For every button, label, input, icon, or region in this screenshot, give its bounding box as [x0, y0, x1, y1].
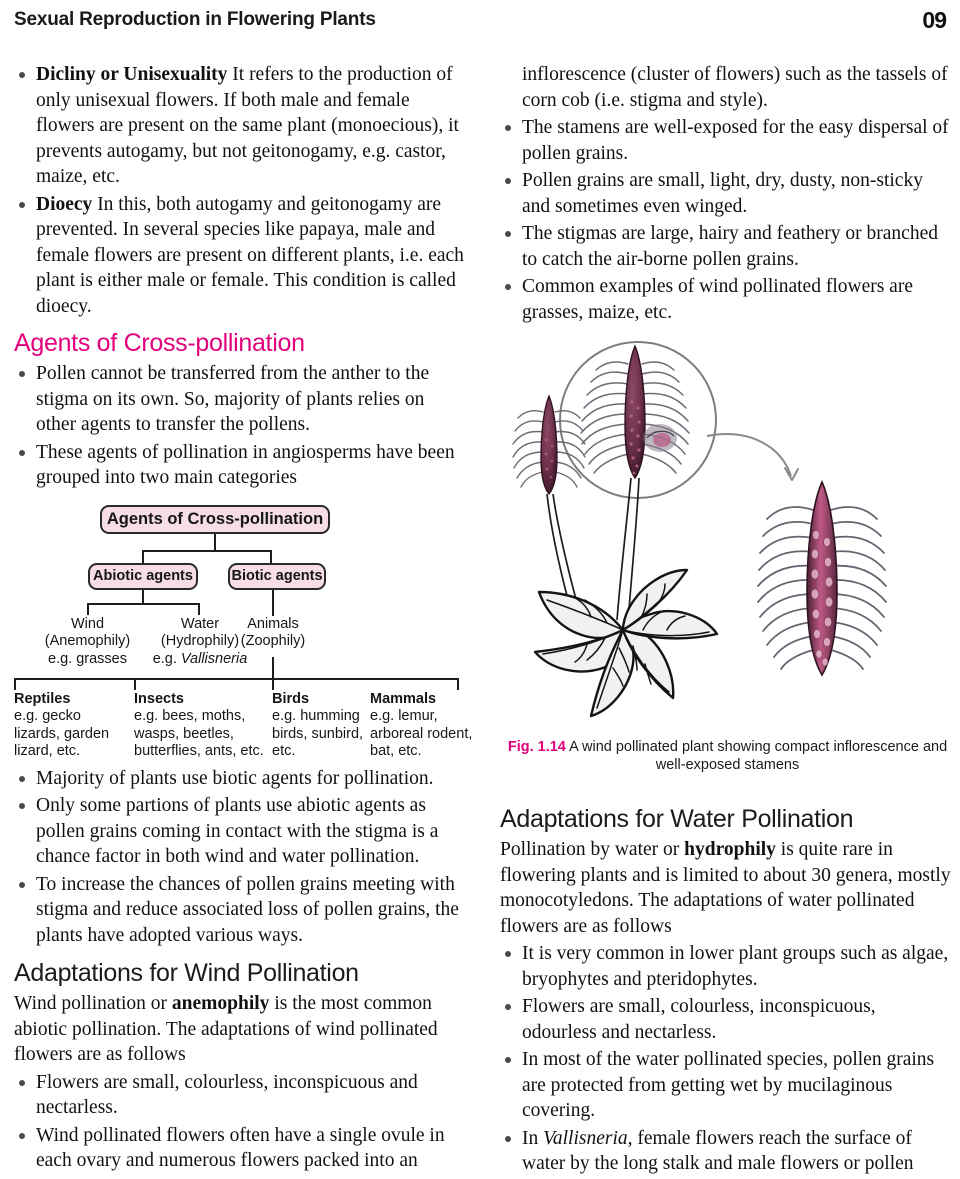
right-column-lower — [500, 805, 955, 1179]
flowchart-cell-reptiles — [14, 691, 129, 761]
list-item: In most of the water pollinated species, pollen grains are protected from getting wet by mucilaginous covering. — [500, 1047, 955, 1124]
list-item: Only some partions of plants use abiotic agents as pollen grains coming in contact with the stigma is a chance factor in both wind and water pollination. — [14, 793, 469, 870]
leaf-animals-name: Animals — [247, 615, 299, 632]
water-pollination-intro — [500, 837, 955, 939]
list-item: The stamens are well-exposed for the easy dispersal of pollen grains. — [500, 115, 955, 166]
connector-animals-stem — [272, 657, 274, 679]
connector-biotic-drop — [270, 550, 272, 564]
cell-insects-head: Insects — [134, 690, 184, 707]
connector-abiotic-horizontal — [87, 603, 200, 605]
wind-intro-before: Wind pollination or — [14, 993, 172, 1014]
enlarged-spike-detail — [758, 482, 886, 675]
leaf-animals-term: (Zoophily) — [240, 633, 306, 649]
term-dioecy: Dioecy — [36, 193, 93, 215]
leaf-wind-example: e.g. grasses — [48, 650, 127, 667]
flowchart-root-label: Agents of Cross-pollination — [106, 509, 324, 528]
water-intro-before: Pollination by water or — [500, 839, 685, 860]
leaf-water-example: e.g. — [152, 650, 181, 667]
wind-pollination-intro — [14, 991, 469, 1068]
connector-birds-drop — [272, 678, 274, 690]
flowchart-leaf-animals — [228, 616, 318, 651]
cell-mammals-head: Mammals — [370, 690, 437, 707]
flowchart-root-box — [100, 505, 330, 534]
central-flower-spike — [581, 346, 689, 478]
flowchart-cell-birds — [272, 691, 364, 761]
cell-birds-body: e.g. humming birds, sunbird, etc. — [272, 708, 364, 759]
cell-reptiles-head: Reptiles — [14, 690, 71, 707]
flowchart-cell-insects — [134, 691, 269, 761]
heading-agents-of-cross-pollination: Agents of Cross-pollination — [14, 329, 305, 357]
list-item: Flowers are small, colourless, inconspicuous and nectarless. — [14, 1070, 469, 1121]
page-title: Sexual Reproduction in Flowering Plants — [14, 9, 376, 30]
connector-root-horizontal — [142, 550, 272, 552]
bullet-list-agents — [14, 361, 469, 491]
list-item: The stigmas are large, hairy and feathery or branched to catch the air-borne pollen grains. — [500, 221, 955, 272]
leaf-wind-term: (Anemophily) — [44, 633, 131, 649]
figure-caption — [495, 738, 960, 774]
list-item — [500, 1126, 955, 1177]
flowchart-abiotic-label: Abiotic agents — [93, 568, 193, 584]
leaf-water-term: (Hydrophily) — [160, 633, 240, 649]
plant-illustration-svg — [495, 330, 960, 735]
figure-caption-text: A wind pollinated plant showing compact inflorescence and well-exposed stamens — [565, 739, 948, 773]
list-item: Pollen grains are small, light, dry, dusty, non-sticky and sometimes even winged. — [500, 168, 955, 219]
bullet-list-water — [500, 941, 955, 1177]
connector-abiotic-stem — [142, 590, 144, 604]
bullet-list-wind — [14, 1070, 469, 1174]
wind-intro-after: is the most common abiotic pollination. The adaptations of wind pollinated flowers are as follows — [14, 993, 438, 1065]
bullet-list-top — [14, 62, 469, 319]
bullet-list-wind-continued — [500, 115, 955, 325]
list-item: Majority of plants use biotic agents for pollination. — [14, 766, 469, 792]
bullet-list-after-chart — [14, 766, 469, 949]
right-column — [500, 62, 955, 327]
connector-root-stem — [214, 534, 216, 551]
list-item: Pollen cannot be transferred from the anther to the stigma on its own. So, majority of plants relies on other agents to transfer the pollens. — [14, 361, 469, 438]
page-header — [0, 0, 960, 40]
list-item — [14, 62, 469, 190]
term-dioecy-text: In this, both autogamy and geitonogamy are prevented. In several species like papaya, male and female flowers are present on different plants, i.e. each plant is either male or female. This condition is called dioecy. — [36, 193, 464, 317]
connector-biotic-stem — [272, 590, 274, 616]
connector-insects-drop — [134, 678, 136, 690]
callout-arrow — [707, 434, 798, 480]
left-flower-spike — [513, 396, 585, 494]
term-anemophily: anemophily — [171, 993, 270, 1014]
list-item: Wind pollinated flowers often have a single ovule in each ovary and numerous flowers packed into an — [14, 1123, 469, 1174]
connector-abiotic-drop — [142, 550, 144, 564]
vallisneria-before: In — [522, 1127, 544, 1149]
connector-water-drop — [198, 603, 200, 615]
list-item: These agents of pollination in angiosperms have been grouped into two main categories — [14, 440, 469, 491]
connector-wind-drop — [87, 603, 89, 615]
list-item: It is very common in lower plant groups such as algae, bryophytes and pteridophytes. — [500, 941, 955, 992]
list-item: To increase the chances of pollen grains meeting with stigma and reduce associated loss of pollen grains, the plants have adopted various ways. — [14, 872, 469, 949]
heading-adaptations-wind-pollination: Adaptations for Wind Pollination — [14, 959, 359, 987]
cell-insects-body: e.g. bees, moths, wasps, beetles, butterflies, ants, etc. — [134, 708, 264, 759]
vallisneria-after: , female flowers reach the surface of water by the long stalk and male flowers or pollen — [522, 1127, 914, 1174]
flowchart-agents-of-cross-pollination — [0, 497, 473, 762]
figure-number: Fig. 1.14 — [507, 739, 566, 755]
connector-mammals-drop — [457, 678, 459, 690]
term-dicliny-text: It refers to the production of only unisexual flowers. If both male and female flowers are present on the same plant (monoecious), it prevents autogamy, but not geitonogamy, e.g. castor, maize, etc. — [36, 64, 459, 187]
cell-reptiles-body: e.g. gecko lizards, garden lizard, etc. — [14, 708, 110, 759]
basal-leaf-rosette — [535, 570, 717, 716]
flowchart-biotic-box — [228, 563, 326, 590]
cell-mammals-body: e.g. lemur, arboreal rodent, bat, etc. — [370, 708, 473, 759]
flowchart-biotic-label: Biotic agents — [231, 568, 323, 584]
leaf-water-name: Water — [180, 615, 220, 632]
connector-biotic-bracket — [14, 678, 459, 680]
leaf-wind-name: Wind — [70, 615, 105, 632]
term-dicliny: Dicliny or Unisexuality — [36, 64, 228, 85]
list-item — [14, 192, 469, 320]
left-column — [14, 62, 473, 1176]
list-item: Flowers are small, colourless, inconspicuous, odourless and nectarless. — [500, 994, 955, 1045]
leaf-water-example-italic: Vallisneria — [180, 650, 248, 667]
connector-reptiles-drop — [14, 678, 16, 690]
water-intro-after: is quite rare in flowering plants and is limited to about 30 genera, mostly monocotyledons. The adaptations of water pollinated flowers are as follows — [500, 839, 951, 937]
species-vallisneria: Vallisneria — [543, 1127, 628, 1149]
wind-paragraph-continuation: inflorescence (cluster of flowers) such as the tassels of corn cob (i.e. stigma and style). — [522, 64, 948, 111]
list-item: Common examples of wind pollinated flowers are grasses, maize, etc. — [500, 274, 955, 325]
page-number: 09 — [922, 6, 946, 33]
term-hydrophily: hydrophily — [684, 839, 776, 860]
anther-detail — [643, 424, 677, 452]
flowchart-abiotic-box — [88, 563, 198, 590]
cell-birds-head: Birds — [272, 690, 310, 707]
flowchart-cell-mammals — [370, 691, 478, 761]
heading-adaptations-water-pollination: Adaptations for Water Pollination — [500, 805, 854, 833]
figure-wind-pollinated-plant — [495, 330, 960, 790]
